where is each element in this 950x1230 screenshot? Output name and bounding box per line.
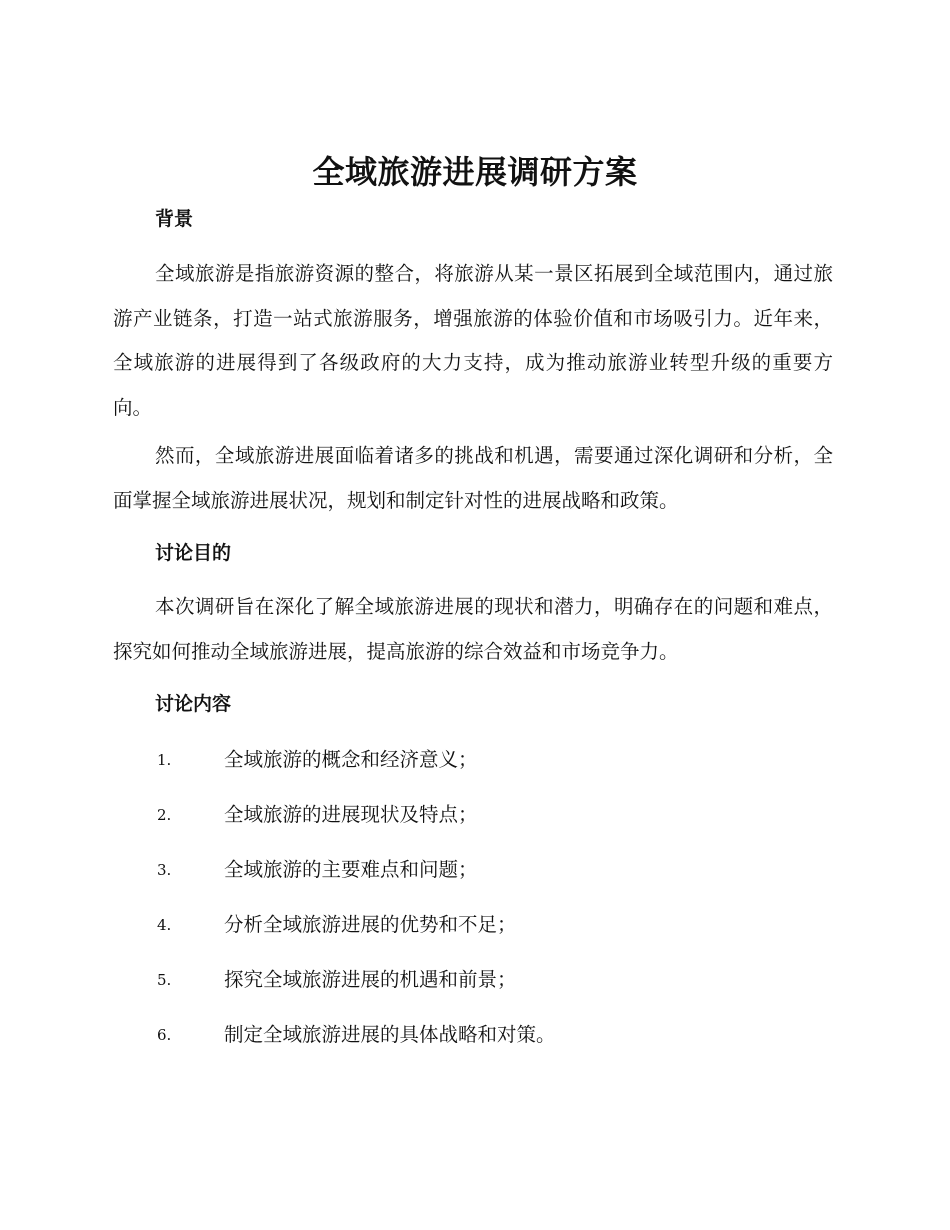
section-heading-purpose: 讨论目的 <box>155 542 232 564</box>
list-item-text: 全域旅游的主要难点和问题； <box>224 858 478 881</box>
list-item-number: 1. <box>157 751 172 769</box>
list-item-text: 分析全域旅游进展的优势和不足； <box>224 913 517 936</box>
list-item <box>157 854 837 886</box>
section-heading-background: 背景 <box>155 208 194 230</box>
list-item-number: 3. <box>157 861 172 879</box>
list-item <box>157 744 837 776</box>
list-item-number: 6. <box>157 1026 172 1044</box>
document-title: 全域旅游进展调研方案 <box>312 153 638 191</box>
list-item-text: 全域旅游的进展现状及特点； <box>224 803 478 826</box>
purpose-paragraph-1: 本次调研旨在深化了解全域旅游进展的现状和潜力，明确存在的问题和难点，探究如何推动全域旅游进展，提高旅游的综合效益和市场竞争力。 <box>113 595 833 663</box>
list-item <box>157 964 837 996</box>
list-item-text: 探究全域旅游进展的机遇和前景； <box>224 968 517 991</box>
list-item-number: 5. <box>157 971 172 989</box>
list-item <box>157 799 837 831</box>
list-item <box>157 1019 837 1051</box>
list-item-number: 4. <box>157 916 172 934</box>
background-paragraph-2: 然而，全域旅游进展面临着诸多的挑战和机遇，需要通过深化调研和分析，全面掌握全域旅游进展状况，规划和制定针对性的进展战略和政策。 <box>113 444 833 512</box>
list-item-text: 全域旅游的概念和经济意义； <box>224 748 478 771</box>
list-item-number: 2. <box>157 806 172 824</box>
section-heading-content: 讨论内容 <box>155 693 232 715</box>
background-paragraph-1: 全域旅游是指旅游资源的整合，将旅游从某一景区拓展到全域范围内，通过旅游产业链条，打造一站式旅游服务，增强旅游的体验价值和市场吸引力。近年来，全域旅游的进展得到了各级政府的大力支持，成为推动旅游业转型升级的重要方向。 <box>113 262 833 419</box>
list-item-text: 制定全域旅游进展的具体战略和对策。 <box>224 1023 556 1046</box>
list-item <box>157 909 837 941</box>
